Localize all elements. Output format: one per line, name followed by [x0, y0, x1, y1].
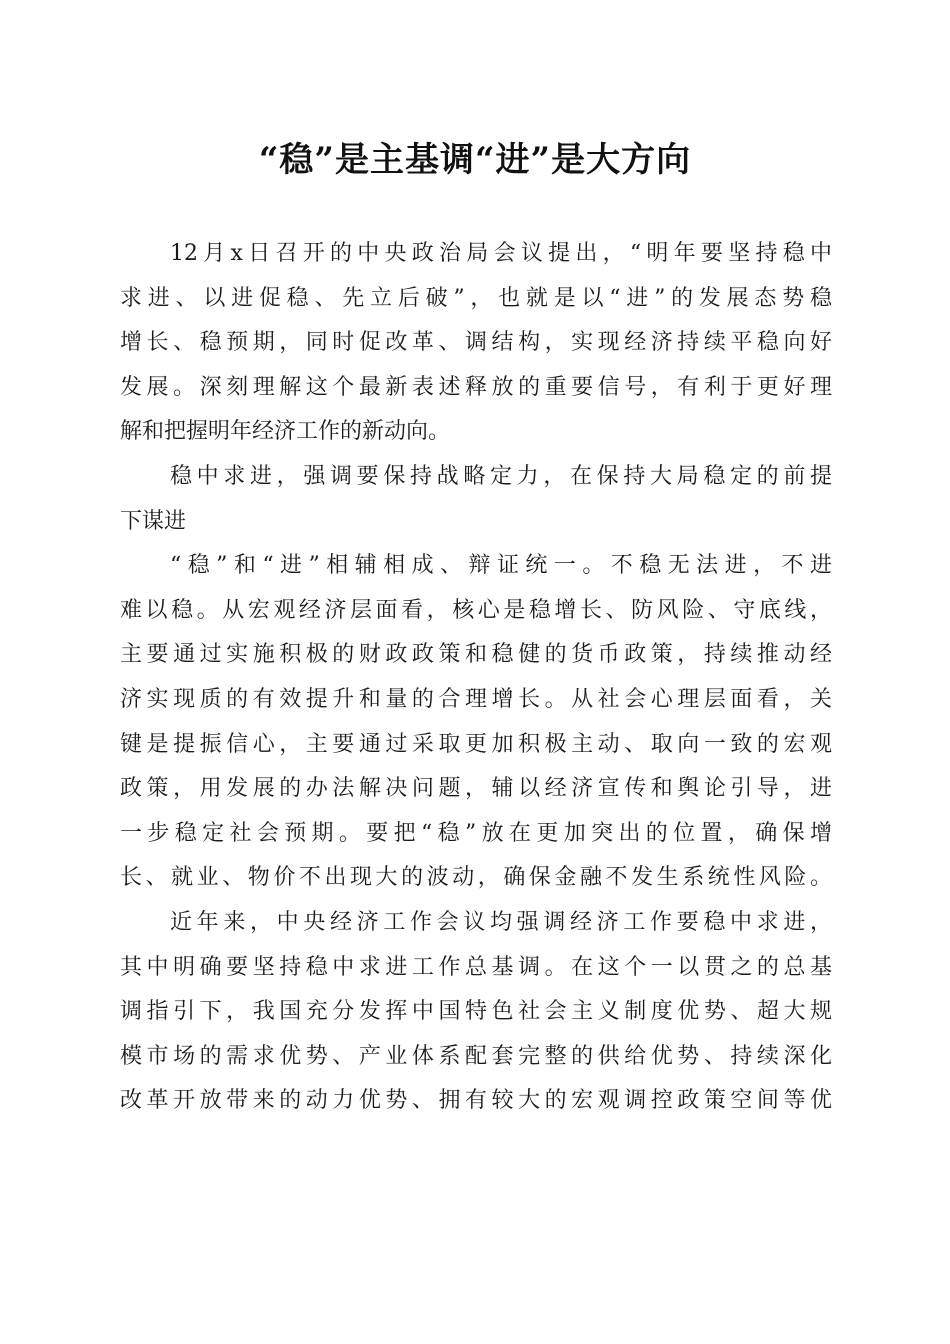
body-line: 增长、稳预期，同时促改革、调结构，实现经济持续平稳向好 [120, 330, 832, 356]
body-line: 12月x日召开的中央政治局会议提出，“明年要坚持稳中 [170, 241, 832, 266]
body-line: 难以稳。从宏观经济层面看，核心是稳增长、防风险、守底线， [120, 597, 832, 623]
body-line: 模市场的需求优势、产业体系配套完整的供给优势、持续深化 [120, 1043, 832, 1069]
document-title: “稳”是主基调“进”是大方向 [258, 140, 692, 180]
body-line: 济实现质的有效提升和量的合理增长。从社会心理层面看，关 [120, 686, 832, 712]
body-line: 键是提振信心，主要通过采取更加积极主动、取向一致的宏观 [120, 731, 832, 757]
body-line: 调指引下，我国充分发挥中国特色社会主义制度优势、超大规 [120, 999, 832, 1025]
body-line: 求进、以进促稳、先立后破”，也就是以“进”的发展态势稳 [120, 285, 832, 311]
body-line: 长、就业、物价不出现大的波动，确保金融不发生系统性风险。 [120, 865, 832, 891]
body-line: 一步稳定社会预期。要把“稳”放在更加突出的位置，确保增 [120, 820, 832, 846]
document-body [120, 232, 832, 1124]
body-line: 发展。深刻理解这个最新表述释放的重要信号，有利于更好理 [120, 374, 832, 400]
body-line: “稳”和“进”相辅相成、辩证统一。不稳无法进，不进 [170, 553, 832, 579]
body-line: 近年来，中央经济工作会议均强调经济工作要稳中求进， [170, 909, 832, 935]
body-line: 下谋进 [120, 508, 187, 534]
body-line: 其中明确要坚持稳中求进工作总基调。在这个一以贯之的总基 [120, 954, 832, 980]
body-line: 改革开放带来的动力优势、拥有较大的宏观调控政策空间等优 [120, 1088, 832, 1114]
body-line: 政策，用发展的办法解决问题，辅以经济宣传和舆论引导，进 [120, 776, 832, 802]
body-line: 稳中求进，强调要保持战略定力，在保持大局稳定的前提 [170, 463, 832, 489]
body-line: 解和把握明年经济工作的新动向。 [120, 419, 451, 445]
body-line: 主要通过实施积极的财政政策和稳健的货币政策，持续推动经 [120, 642, 832, 668]
